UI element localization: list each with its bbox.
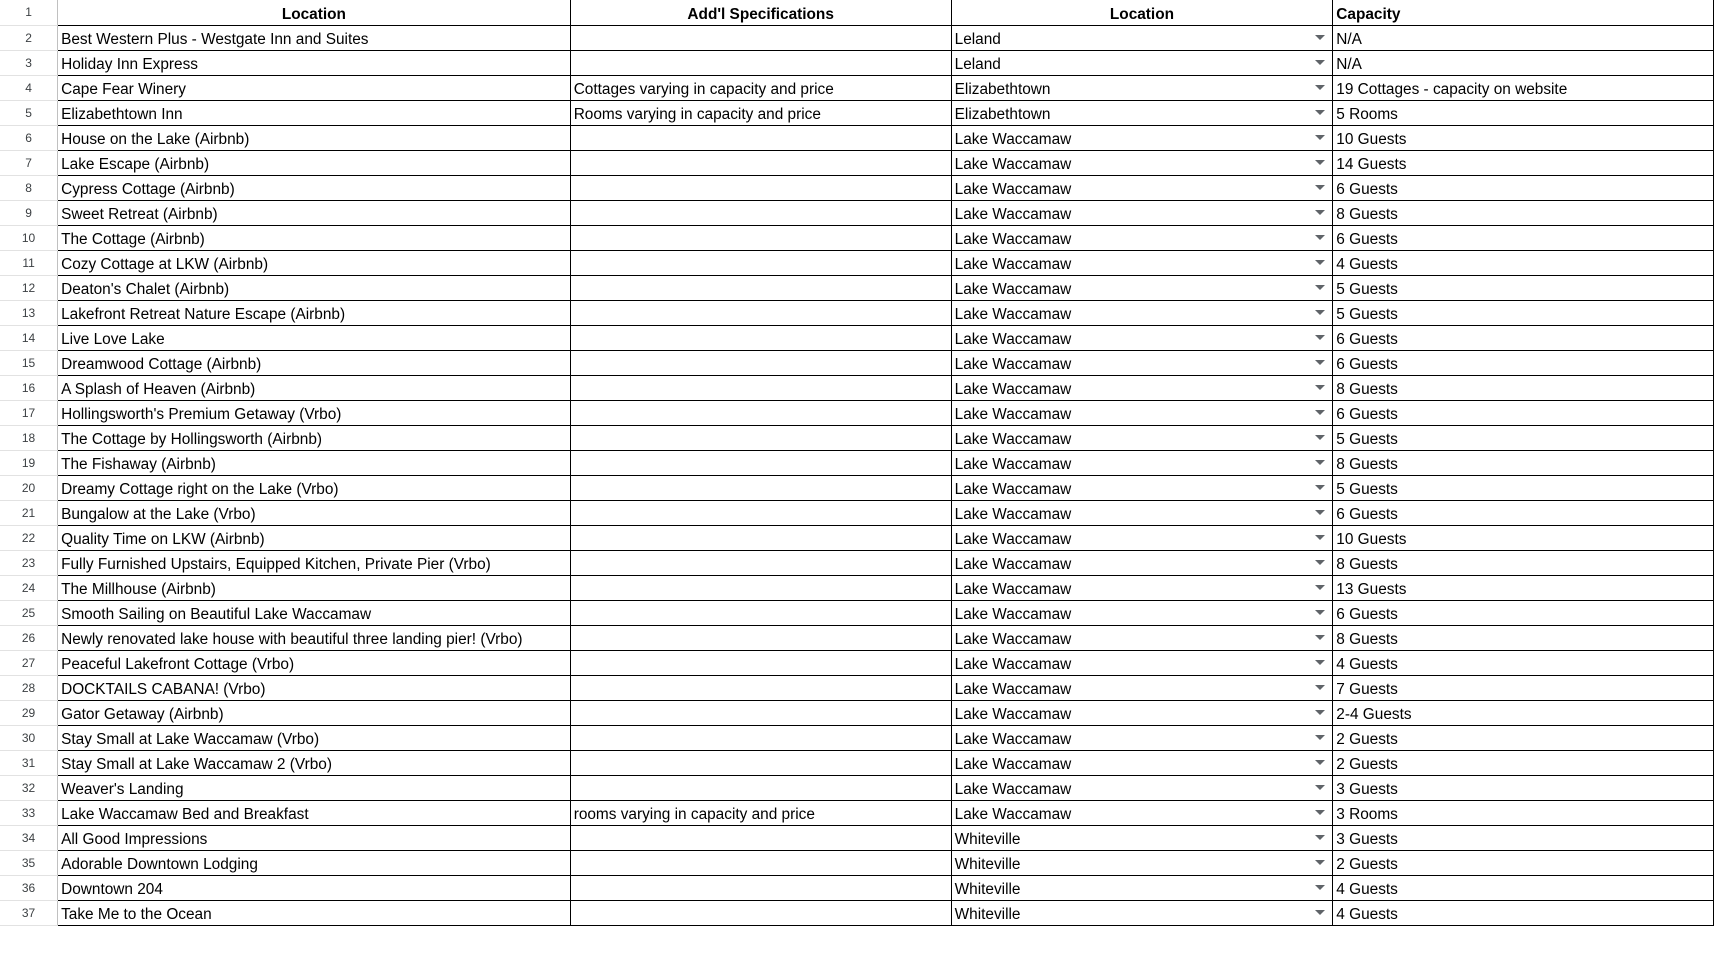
cell-capacity[interactable]: 3 Rooms [1333, 800, 1714, 825]
dropdown-arrow-icon[interactable] [1315, 185, 1325, 190]
cell-capacity[interactable]: 13 Guests [1333, 575, 1714, 600]
dropdown-value: Lake Waccamaw [954, 180, 1072, 198]
cell-addl-specifications[interactable] [570, 300, 951, 325]
cell-addl-specifications[interactable]: Cottages varying in capacity and price [570, 75, 951, 100]
dropdown-arrow-icon[interactable] [1315, 560, 1325, 565]
row-number[interactable]: 3 [0, 50, 58, 75]
cell-location-name[interactable]: Lake Waccamaw Bed and Breakfast [58, 800, 571, 825]
table-row [0, 700, 1714, 725]
cell-addl-specifications[interactable] [570, 775, 951, 800]
row-number[interactable]: 25 [0, 600, 58, 625]
cell-location-name[interactable]: Smooth Sailing on Beautiful Lake Waccamaw [58, 600, 571, 625]
row-number[interactable]: 18 [0, 425, 58, 450]
dropdown-arrow-icon[interactable] [1315, 510, 1325, 515]
table-row [0, 200, 1714, 225]
table-row [0, 650, 1714, 675]
table-row [0, 600, 1714, 625]
cell-location-dropdown[interactable] [951, 725, 1333, 750]
dropdown-value: Whiteville [954, 830, 1021, 848]
dropdown-arrow-icon[interactable] [1315, 35, 1325, 40]
table-row [0, 250, 1714, 275]
cell-location-name[interactable]: Dreamy Cottage right on the Lake (Vrbo) [58, 475, 571, 500]
dropdown-value: Elizabethtown [954, 105, 1051, 123]
dropdown-value: Whiteville [954, 905, 1021, 923]
dropdown-arrow-icon[interactable] [1315, 85, 1325, 90]
cell-location-name[interactable]: Stay Small at Lake Waccamaw (Vrbo) [58, 725, 571, 750]
cell-addl-specifications[interactable] [570, 725, 951, 750]
row-number[interactable]: 4 [0, 75, 58, 100]
cell-addl-specifications[interactable] [570, 900, 951, 925]
table-row [0, 725, 1714, 750]
cell-location-dropdown[interactable] [951, 875, 1333, 900]
cell-addl-specifications[interactable] [570, 525, 951, 550]
cell-location-name[interactable]: Sweet Retreat (Airbnb) [58, 200, 571, 225]
dropdown-arrow-icon[interactable] [1315, 735, 1325, 740]
dropdown-value: Lake Waccamaw [954, 805, 1072, 823]
cell-addl-specifications[interactable] [570, 50, 951, 75]
cell-addl-specifications[interactable] [570, 875, 951, 900]
cell-location-dropdown[interactable] [951, 25, 1333, 50]
dropdown-value: Lake Waccamaw [954, 505, 1072, 523]
cell-capacity[interactable]: 19 Cottages - capacity on website [1333, 75, 1714, 100]
cell-location-dropdown[interactable] [951, 425, 1333, 450]
cell-addl-specifications[interactable] [570, 475, 951, 500]
cell-location-name[interactable]: Stay Small at Lake Waccamaw 2 (Vrbo) [58, 750, 571, 775]
table-row [0, 475, 1714, 500]
cell-location-dropdown[interactable] [951, 600, 1333, 625]
cell-location-name[interactable]: Cape Fear Winery [58, 75, 571, 100]
table-row [0, 800, 1714, 825]
dropdown-value: Lake Waccamaw [954, 430, 1072, 448]
cell-capacity[interactable]: 2 Guests [1333, 850, 1714, 875]
cell-location-name[interactable]: Fully Furnished Upstairs, Equipped Kitchen, Private Pier (Vrbo) [58, 550, 571, 575]
cell-location-dropdown[interactable] [951, 775, 1333, 800]
cell-addl-specifications[interactable]: Rooms varying in capacity and price [570, 100, 951, 125]
cell-addl-specifications[interactable] [570, 750, 951, 775]
cell-capacity[interactable]: 4 Guests [1333, 875, 1714, 900]
cell-location-name[interactable]: All Good Impressions [58, 825, 571, 850]
cell-location-dropdown[interactable] [951, 75, 1333, 100]
cell-location-dropdown[interactable] [951, 475, 1333, 500]
row-number[interactable]: 32 [0, 775, 58, 800]
cell-location-name[interactable]: Downtown 204 [58, 875, 571, 900]
dropdown-arrow-icon[interactable] [1315, 610, 1325, 615]
table-row [0, 875, 1714, 900]
row-number[interactable]: 11 [0, 250, 58, 275]
dropdown-arrow-icon[interactable] [1315, 110, 1325, 115]
table-row [0, 375, 1714, 400]
table-row [0, 900, 1714, 925]
dropdown-value: Lake Waccamaw [954, 255, 1072, 273]
cell-location-name[interactable]: Cozy Cottage at LKW (Airbnb) [58, 250, 571, 275]
dropdown-value: Lake Waccamaw [954, 730, 1072, 748]
row-number[interactable]: 24 [0, 575, 58, 600]
cell-location-name[interactable]: Weaver's Landing [58, 775, 571, 800]
header-location[interactable]: Location [58, 0, 571, 25]
cell-capacity[interactable]: 5 Rooms [1333, 100, 1714, 125]
cell-location-dropdown[interactable] [951, 50, 1333, 75]
table-row [0, 100, 1714, 125]
dropdown-value: Lake Waccamaw [954, 355, 1072, 373]
dropdown-arrow-icon[interactable] [1315, 210, 1325, 215]
cell-location-dropdown[interactable] [951, 450, 1333, 475]
dropdown-arrow-icon[interactable] [1315, 310, 1325, 315]
dropdown-value: Lake Waccamaw [954, 380, 1072, 398]
cell-location-dropdown[interactable] [951, 225, 1333, 250]
table-row [0, 150, 1714, 175]
row-number[interactable]: 2 [0, 25, 58, 50]
cell-location-name[interactable]: Bungalow at the Lake (Vrbo) [58, 500, 571, 525]
cell-capacity[interactable]: 6 Guests [1333, 600, 1714, 625]
table-row [0, 675, 1714, 700]
cell-location-name[interactable]: Quality Time on LKW (Airbnb) [58, 525, 571, 550]
cell-capacity[interactable]: 2-4 Guests [1333, 700, 1714, 725]
cell-location-dropdown[interactable] [951, 700, 1333, 725]
header-location-2[interactable]: Location [951, 0, 1333, 25]
cell-capacity[interactable]: 8 Guests [1333, 550, 1714, 575]
table-row [0, 775, 1714, 800]
cell-location-name[interactable]: Live Love Lake [58, 325, 571, 350]
cell-location-dropdown[interactable] [951, 525, 1333, 550]
row-number[interactable]: 12 [0, 275, 58, 300]
cell-addl-specifications[interactable] [570, 150, 951, 175]
cell-capacity[interactable]: 5 Guests [1333, 300, 1714, 325]
cell-addl-specifications[interactable] [570, 225, 951, 250]
cell-addl-specifications[interactable] [570, 600, 951, 625]
dropdown-arrow-icon[interactable] [1315, 685, 1325, 690]
dropdown-value: Lake Waccamaw [954, 705, 1072, 723]
table-row [0, 625, 1714, 650]
cell-location-dropdown[interactable] [951, 400, 1333, 425]
cell-capacity[interactable]: 6 Guests [1333, 175, 1714, 200]
row-number[interactable]: 8 [0, 175, 58, 200]
cell-location-dropdown[interactable] [951, 350, 1333, 375]
row-number[interactable]: 29 [0, 700, 58, 725]
cell-capacity[interactable]: 14 Guests [1333, 150, 1714, 175]
cell-location-dropdown[interactable] [951, 500, 1333, 525]
dropdown-arrow-icon[interactable] [1315, 760, 1325, 765]
table-row [0, 400, 1714, 425]
dropdown-arrow-icon[interactable] [1315, 585, 1325, 590]
cell-addl-specifications[interactable] [570, 375, 951, 400]
row-number[interactable]: 9 [0, 200, 58, 225]
dropdown-value: Whiteville [954, 855, 1021, 873]
dropdown-arrow-icon[interactable] [1315, 485, 1325, 490]
table-row [0, 125, 1714, 150]
table-row [0, 225, 1714, 250]
cell-capacity[interactable]: 8 Guests [1333, 450, 1714, 475]
table-row [0, 350, 1714, 375]
row-number[interactable]: 16 [0, 375, 58, 400]
dropdown-value: Lake Waccamaw [954, 555, 1072, 573]
cell-capacity[interactable]: 2 Guests [1333, 750, 1714, 775]
dropdown-arrow-icon[interactable] [1315, 910, 1325, 915]
cell-location-dropdown[interactable] [951, 900, 1333, 925]
dropdown-arrow-icon[interactable] [1315, 135, 1325, 140]
cell-capacity[interactable]: 3 Guests [1333, 825, 1714, 850]
cell-addl-specifications[interactable] [570, 450, 951, 475]
cell-location-name[interactable]: A Splash of Heaven (Airbnb) [58, 375, 571, 400]
table-row [0, 275, 1714, 300]
row-number[interactable]: 31 [0, 750, 58, 775]
cell-location-dropdown[interactable] [951, 575, 1333, 600]
dropdown-arrow-icon[interactable] [1315, 835, 1325, 840]
row-number[interactable]: 14 [0, 325, 58, 350]
table-row [0, 325, 1714, 350]
cell-addl-specifications[interactable] [570, 200, 951, 225]
cell-capacity[interactable]: 10 Guests [1333, 525, 1714, 550]
dropdown-arrow-icon[interactable] [1315, 635, 1325, 640]
cell-addl-specifications[interactable] [570, 175, 951, 200]
cell-location-name[interactable]: Gator Getaway (Airbnb) [58, 700, 571, 725]
cell-location-dropdown[interactable] [951, 800, 1333, 825]
cell-location-name[interactable]: Take Me to the Ocean [58, 900, 571, 925]
dropdown-arrow-icon[interactable] [1315, 60, 1325, 65]
dropdown-value: Lake Waccamaw [954, 480, 1072, 498]
cell-location-dropdown[interactable] [951, 125, 1333, 150]
dropdown-value: Lake Waccamaw [954, 155, 1072, 173]
row-number[interactable]: 30 [0, 725, 58, 750]
cell-capacity[interactable]: 2 Guests [1333, 725, 1714, 750]
dropdown-arrow-icon[interactable] [1315, 410, 1325, 415]
cell-capacity[interactable]: 8 Guests [1333, 375, 1714, 400]
header-addl-specifications[interactable]: Add'l Specifications [570, 0, 951, 25]
cell-capacity[interactable]: 8 Guests [1333, 625, 1714, 650]
dropdown-value: Lake Waccamaw [954, 630, 1072, 648]
cell-location-name[interactable]: Elizabethtown Inn [58, 100, 571, 125]
cell-location-dropdown[interactable] [951, 825, 1333, 850]
dropdown-value: Lake Waccamaw [954, 530, 1072, 548]
cell-addl-specifications[interactable] [570, 350, 951, 375]
cell-capacity[interactable]: 4 Guests [1333, 650, 1714, 675]
dropdown-arrow-icon[interactable] [1315, 785, 1325, 790]
table-row [0, 75, 1714, 100]
cell-capacity[interactable]: 6 Guests [1333, 225, 1714, 250]
row-number[interactable]: 22 [0, 525, 58, 550]
row-number[interactable]: 36 [0, 875, 58, 900]
row-number[interactable]: 27 [0, 650, 58, 675]
cell-capacity[interactable]: 6 Guests [1333, 350, 1714, 375]
table-row [0, 525, 1714, 550]
sheet-body [0, 25, 1714, 925]
cell-capacity[interactable]: 5 Guests [1333, 475, 1714, 500]
dropdown-value: Leland [954, 30, 1001, 48]
dropdown-arrow-icon[interactable] [1315, 660, 1325, 665]
cell-addl-specifications[interactable] [570, 250, 951, 275]
table-row [0, 50, 1714, 75]
dropdown-value: Lake Waccamaw [954, 680, 1072, 698]
dropdown-value: Lake Waccamaw [954, 305, 1072, 323]
cell-capacity[interactable]: 8 Guests [1333, 200, 1714, 225]
row-number[interactable]: 35 [0, 850, 58, 875]
dropdown-arrow-icon[interactable] [1315, 435, 1325, 440]
cell-capacity[interactable]: 6 Guests [1333, 325, 1714, 350]
dropdown-arrow-icon[interactable] [1315, 385, 1325, 390]
cell-addl-specifications[interactable]: rooms varying in capacity and price [570, 800, 951, 825]
cell-location-name[interactable]: The Fishaway (Airbnb) [58, 450, 571, 475]
dropdown-value: Lake Waccamaw [954, 455, 1072, 473]
dropdown-arrow-icon[interactable] [1315, 810, 1325, 815]
row-number[interactable]: 21 [0, 500, 58, 525]
cell-capacity[interactable]: 3 Guests [1333, 775, 1714, 800]
dropdown-value: Lake Waccamaw [954, 205, 1072, 223]
row-number[interactable]: 26 [0, 625, 58, 650]
table-row [0, 425, 1714, 450]
dropdown-arrow-icon[interactable] [1315, 335, 1325, 340]
cell-location-name[interactable]: The Millhouse (Airbnb) [58, 575, 571, 600]
cell-addl-specifications[interactable] [570, 325, 951, 350]
cell-capacity[interactable]: 10 Guests [1333, 125, 1714, 150]
cell-capacity[interactable]: 4 Guests [1333, 250, 1714, 275]
dropdown-arrow-icon[interactable] [1315, 460, 1325, 465]
cell-location-name[interactable]: Adorable Downtown Lodging [58, 850, 571, 875]
dropdown-value: Lake Waccamaw [954, 605, 1072, 623]
row-number[interactable]: 10 [0, 225, 58, 250]
cell-location-name[interactable]: Best Western Plus - Westgate Inn and Suites [58, 25, 571, 50]
dropdown-arrow-icon[interactable] [1315, 885, 1325, 890]
row-number[interactable]: 34 [0, 825, 58, 850]
table-row [0, 500, 1714, 525]
dropdown-value: Lake Waccamaw [954, 330, 1072, 348]
cell-location-dropdown[interactable] [951, 100, 1333, 125]
cell-location-name[interactable]: Holiday Inn Express [58, 50, 571, 75]
cell-location-name[interactable]: Lake Escape (Airbnb) [58, 150, 571, 175]
cell-location-dropdown[interactable] [951, 675, 1333, 700]
cell-location-dropdown[interactable] [951, 200, 1333, 225]
cell-addl-specifications[interactable] [570, 675, 951, 700]
row-number[interactable]: 5 [0, 100, 58, 125]
dropdown-value: Lake Waccamaw [954, 580, 1072, 598]
cell-addl-specifications[interactable] [570, 425, 951, 450]
dropdown-arrow-icon[interactable] [1315, 535, 1325, 540]
cell-addl-specifications[interactable] [570, 125, 951, 150]
dropdown-value: Lake Waccamaw [954, 780, 1072, 798]
cell-capacity[interactable]: 5 Guests [1333, 425, 1714, 450]
dropdown-value: Lake Waccamaw [954, 655, 1072, 673]
dropdown-arrow-icon[interactable] [1315, 235, 1325, 240]
cell-capacity[interactable]: 5 Guests [1333, 275, 1714, 300]
cell-capacity[interactable]: 6 Guests [1333, 500, 1714, 525]
table-row [0, 550, 1714, 575]
cell-capacity[interactable]: N/A [1333, 50, 1714, 75]
cell-location-dropdown[interactable] [951, 625, 1333, 650]
table-row [0, 300, 1714, 325]
cell-addl-specifications[interactable] [570, 25, 951, 50]
cell-location-dropdown[interactable] [951, 550, 1333, 575]
dropdown-value: Whiteville [954, 880, 1021, 898]
cell-addl-specifications[interactable] [570, 700, 951, 725]
cell-location-name[interactable]: DOCKTAILS CABANA! (Vrbo) [58, 675, 571, 700]
row-number[interactable]: 19 [0, 450, 58, 475]
cell-addl-specifications[interactable] [570, 275, 951, 300]
row-number[interactable]: 33 [0, 800, 58, 825]
dropdown-arrow-icon[interactable] [1315, 285, 1325, 290]
cell-addl-specifications[interactable] [570, 500, 951, 525]
cell-addl-specifications[interactable] [570, 850, 951, 875]
row-number[interactable]: 6 [0, 125, 58, 150]
cell-location-dropdown[interactable] [951, 325, 1333, 350]
header-row [0, 0, 1714, 25]
cell-capacity[interactable]: 6 Guests [1333, 400, 1714, 425]
cell-addl-specifications[interactable] [570, 575, 951, 600]
table-row [0, 25, 1714, 50]
cell-addl-specifications[interactable] [570, 625, 951, 650]
cell-location-dropdown[interactable] [951, 850, 1333, 875]
cell-addl-specifications[interactable] [570, 825, 951, 850]
table-row [0, 575, 1714, 600]
cell-location-name[interactable]: Newly renovated lake house with beautiful three landing pier! (Vrbo) [58, 625, 571, 650]
cell-location-name[interactable]: Lakefront Retreat Nature Escape (Airbnb) [58, 300, 571, 325]
cell-location-name[interactable]: Deaton's Chalet (Airbnb) [58, 275, 571, 300]
cell-addl-specifications[interactable] [570, 650, 951, 675]
dropdown-arrow-icon[interactable] [1315, 710, 1325, 715]
header-capacity[interactable]: Capacity [1333, 0, 1714, 25]
dropdown-value: Lake Waccamaw [954, 230, 1072, 248]
row-number[interactable]: 23 [0, 550, 58, 575]
cell-location-dropdown[interactable] [951, 300, 1333, 325]
cell-location-name[interactable]: House on the Lake (Airbnb) [58, 125, 571, 150]
cell-location-name[interactable]: Dreamwood Cottage (Airbnb) [58, 350, 571, 375]
table-row [0, 750, 1714, 775]
dropdown-arrow-icon[interactable] [1315, 160, 1325, 165]
cell-location-dropdown[interactable] [951, 275, 1333, 300]
cell-location-dropdown[interactable] [951, 750, 1333, 775]
cell-location-name[interactable]: The Cottage (Airbnb) [58, 225, 571, 250]
row-number[interactable]: 1 [0, 0, 58, 25]
cell-addl-specifications[interactable] [570, 400, 951, 425]
cell-location-dropdown[interactable] [951, 375, 1333, 400]
table-row [0, 850, 1714, 875]
dropdown-arrow-icon[interactable] [1315, 260, 1325, 265]
cell-capacity[interactable]: 4 Guests [1333, 900, 1714, 925]
row-number[interactable]: 13 [0, 300, 58, 325]
dropdown-value: Lake Waccamaw [954, 405, 1072, 423]
row-number[interactable]: 7 [0, 150, 58, 175]
cell-location-name[interactable]: Hollingsworth's Premium Getaway (Vrbo) [58, 400, 571, 425]
cell-addl-specifications[interactable] [570, 550, 951, 575]
dropdown-value: Lake Waccamaw [954, 280, 1072, 298]
table-row [0, 450, 1714, 475]
table-row [0, 175, 1714, 200]
cell-location-dropdown[interactable] [951, 250, 1333, 275]
cell-location-dropdown[interactable] [951, 150, 1333, 175]
cell-location-name[interactable]: Peaceful Lakefront Cottage (Vrbo) [58, 650, 571, 675]
cell-location-name[interactable]: Cypress Cottage (Airbnb) [58, 175, 571, 200]
row-number[interactable]: 37 [0, 900, 58, 925]
dropdown-value: Leland [954, 55, 1001, 73]
dropdown-value: Elizabethtown [954, 80, 1051, 98]
row-number[interactable]: 15 [0, 350, 58, 375]
dropdown-value: Lake Waccamaw [954, 755, 1072, 773]
dropdown-arrow-icon[interactable] [1315, 360, 1325, 365]
dropdown-value: Lake Waccamaw [954, 130, 1072, 148]
dropdown-arrow-icon[interactable] [1315, 860, 1325, 865]
row-number[interactable]: 20 [0, 475, 58, 500]
row-number[interactable]: 28 [0, 675, 58, 700]
cell-capacity[interactable]: N/A [1333, 25, 1714, 50]
table-row [0, 825, 1714, 850]
cell-location-name[interactable]: The Cottage by Hollingsworth (Airbnb) [58, 425, 571, 450]
row-number[interactable]: 17 [0, 400, 58, 425]
cell-location-dropdown[interactable] [951, 175, 1333, 200]
cell-location-dropdown[interactable] [951, 650, 1333, 675]
cell-capacity[interactable]: 7 Guests [1333, 675, 1714, 700]
